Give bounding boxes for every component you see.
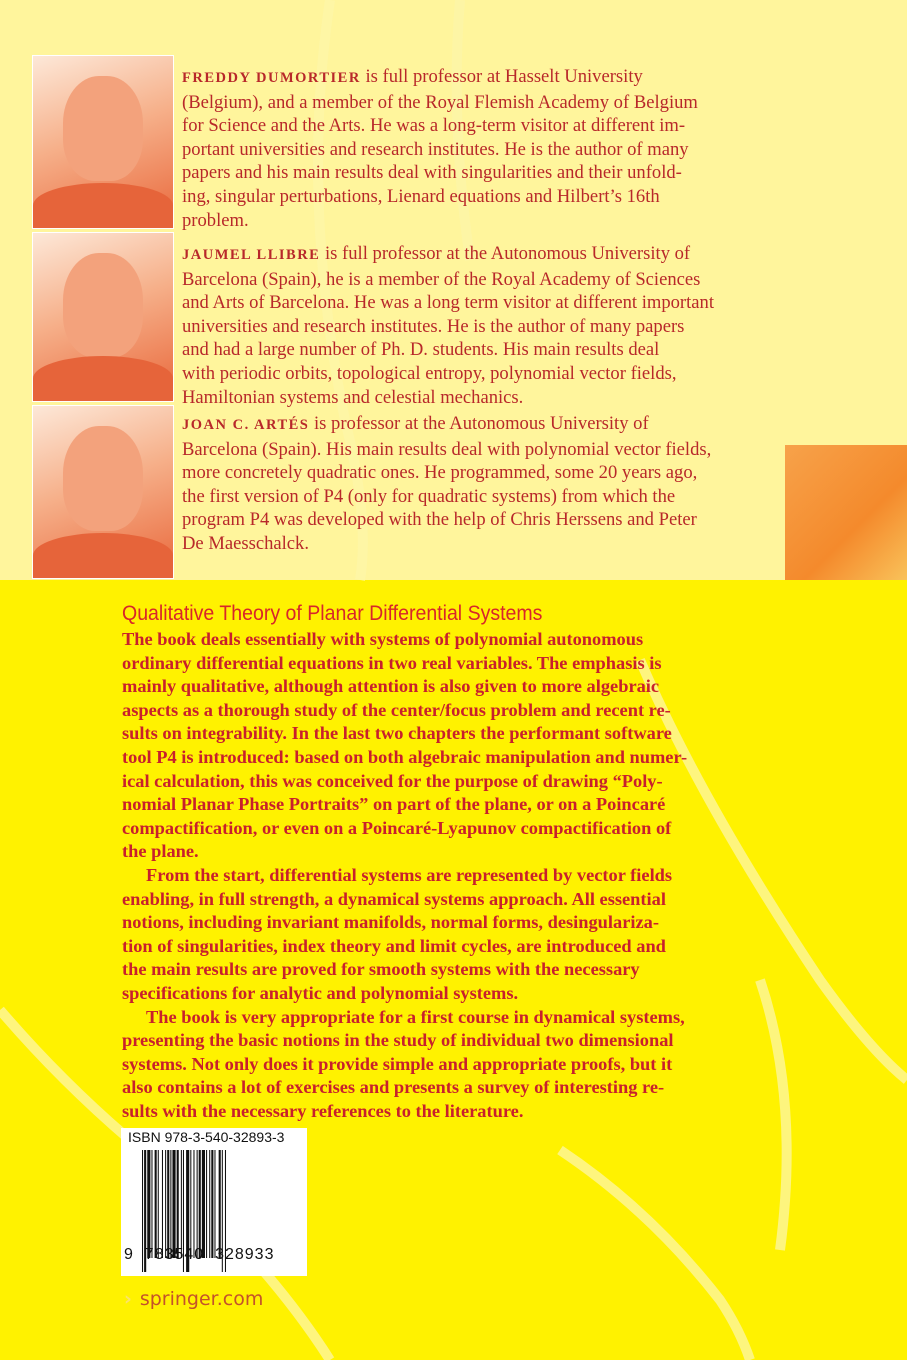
barcode-bar <box>155 1150 157 1258</box>
bio-line: with periodic orbits, topological entropy, polynomial vector fields, <box>182 362 677 384</box>
description-line: mainly qualitative, although attention is also given to more algebraic <box>122 676 660 697</box>
author-bio <box>182 242 742 409</box>
description-line: enabling, in full strength, a dynamical systems approach. All essential <box>122 888 666 909</box>
description-line: tool P4 is introduced: based on both algebraic manipulation and numer- <box>122 746 688 767</box>
barcode-bar <box>172 1150 175 1258</box>
barcode-bar <box>211 1150 213 1258</box>
author-bio <box>182 412 742 556</box>
description-line: specifications for analytic and polynomial systems. <box>122 982 519 1003</box>
isbn-barcode <box>121 1128 307 1276</box>
orange-gradient-block <box>785 445 907 580</box>
barcode-bar <box>177 1150 179 1258</box>
description-line: tion of singularities, index theory and limit cycles, are introduced and <box>122 935 666 956</box>
description-line: compactification, or even on a Poincaré-Lyapunov compactification of <box>122 817 672 838</box>
author-photo-dumortier <box>32 55 174 229</box>
description-line: systems. Not only does it provide simple and appropriate proofs, but it <box>122 1053 673 1074</box>
author-photo-llibre <box>32 232 174 402</box>
bio-line: Barcelona (Spain), he is a member of the Royal Academy of Sciences <box>182 268 701 290</box>
description-line: aspects as a thorough study of the center/focus problem and recent re- <box>122 699 671 720</box>
description-line: ical calculation, this was conceived for the purpose of drawing “Poly- <box>122 770 663 791</box>
bio-line: for Science and the Arts. He was a long-term visitor at different im- <box>182 115 686 137</box>
bio-line: and had a large number of Ph. D. students. His main results deal <box>182 339 660 361</box>
bio-line: universities and research institutes. He is the author of many papers <box>182 315 685 337</box>
bio-line: problem. <box>182 209 249 231</box>
barcode-bar <box>158 1150 159 1258</box>
barcode-bar <box>206 1150 207 1258</box>
author-bio <box>182 65 742 232</box>
chevron-right-icon: › <box>124 1288 132 1310</box>
barcode-bar <box>147 1150 150 1258</box>
description-line: notions, including invariant manifolds, normal forms, desingulariza- <box>122 912 659 933</box>
bio-line: Hamiltonian systems and celestial mechanics. <box>182 386 524 408</box>
bio-line: FREDDY DUMORTIER is full professor at Hasselt University <box>182 66 643 87</box>
barcode-bar <box>190 1150 191 1258</box>
bio-line: and Arts of Barcelona. He was a long term visitor at different important <box>182 292 715 314</box>
description-line: nomial Planar Phase Portraits” on part of the plane, or on a Poincaré <box>122 794 666 815</box>
barcode-bar <box>199 1150 201 1258</box>
bio-line: ing, singular perturbations, Lienard equations and Hilbert’s 16th <box>182 185 660 207</box>
isbn-label: ISBN 978-3-540-32893-3 <box>128 1129 285 1145</box>
barcode-bar <box>181 1150 182 1258</box>
author-name: JAUMEL LLIBRE <box>182 247 321 263</box>
bio-line: JOAN C. ARTÉS is professor at the Autonomous University of <box>182 413 649 434</box>
description-line: also contains a lot of exercises and presents a survey of interesting re- <box>122 1077 665 1098</box>
barcode-bar <box>165 1150 166 1258</box>
bio-line: JAUMEL LLIBRE is full professor at the Autonomous University of <box>182 243 691 264</box>
description-line: The book is very appropriate for a first course in dynamical systems, <box>146 1006 685 1027</box>
author-name: JOAN C. ARTÉS <box>182 417 310 433</box>
barcode-bar <box>219 1150 221 1258</box>
barcode-bar <box>162 1150 163 1258</box>
description-line: presenting the basic notions in the study of individual two dimensional <box>122 1030 674 1051</box>
description-line: From the start, differential systems are represented by vector fields <box>146 864 673 885</box>
barcode-bar <box>193 1150 194 1258</box>
bio-line: the first version of P4 (only for quadratic systems) from which the <box>182 485 676 507</box>
bio-line: papers and his main results deal with singularities and their unfold- <box>182 162 682 184</box>
barcode-bar <box>214 1150 215 1258</box>
description-line: the main results are proved for smooth systems with the necessary <box>122 959 640 980</box>
barcode-bar <box>151 1150 152 1258</box>
publisher-link[interactable] <box>124 1288 263 1310</box>
bio-line: Barcelona (Spain). His main results deal with polynomial vector fields, <box>182 438 712 460</box>
description-line: ordinary differential equations in two real variables. The emphasis is <box>122 652 662 673</box>
bio-line: more concretely quadratic ones. He programmed, some 20 years ago, <box>182 462 698 484</box>
author-photo-artes <box>32 405 174 579</box>
description-line: The book deals essentially with systems of polynomial autonomous <box>122 629 644 649</box>
barcode-bar <box>170 1150 171 1258</box>
barcode-bar <box>209 1150 210 1258</box>
description-line: sults with the necessary references to the literature. <box>122 1100 524 1121</box>
bio-line: program P4 was developed with the help of Chris Herssens and Peter <box>182 509 697 531</box>
book-title: Qualitative Theory of Planar Differential Systems <box>122 602 543 625</box>
bio-line: portant universities and research institutes. He is the author of many <box>182 138 689 160</box>
book-description <box>122 628 802 1123</box>
barcode-bar <box>202 1150 205 1258</box>
publisher-url: springer.com <box>139 1288 264 1310</box>
barcode-bar <box>197 1150 198 1258</box>
description-line: the plane. <box>122 841 199 862</box>
bio-line: (Belgium), and a member of the Royal Flemish Academy of Belgium <box>182 91 698 113</box>
description-line: sults on integrability. In the last two chapters the performant software <box>122 723 672 744</box>
barcode-bar <box>167 1150 169 1258</box>
barcode-digits: 9 783540 328933 <box>124 1246 275 1263</box>
author-name: FREDDY DUMORTIER <box>182 70 361 86</box>
bio-line: De Maesschalck. <box>182 532 310 554</box>
